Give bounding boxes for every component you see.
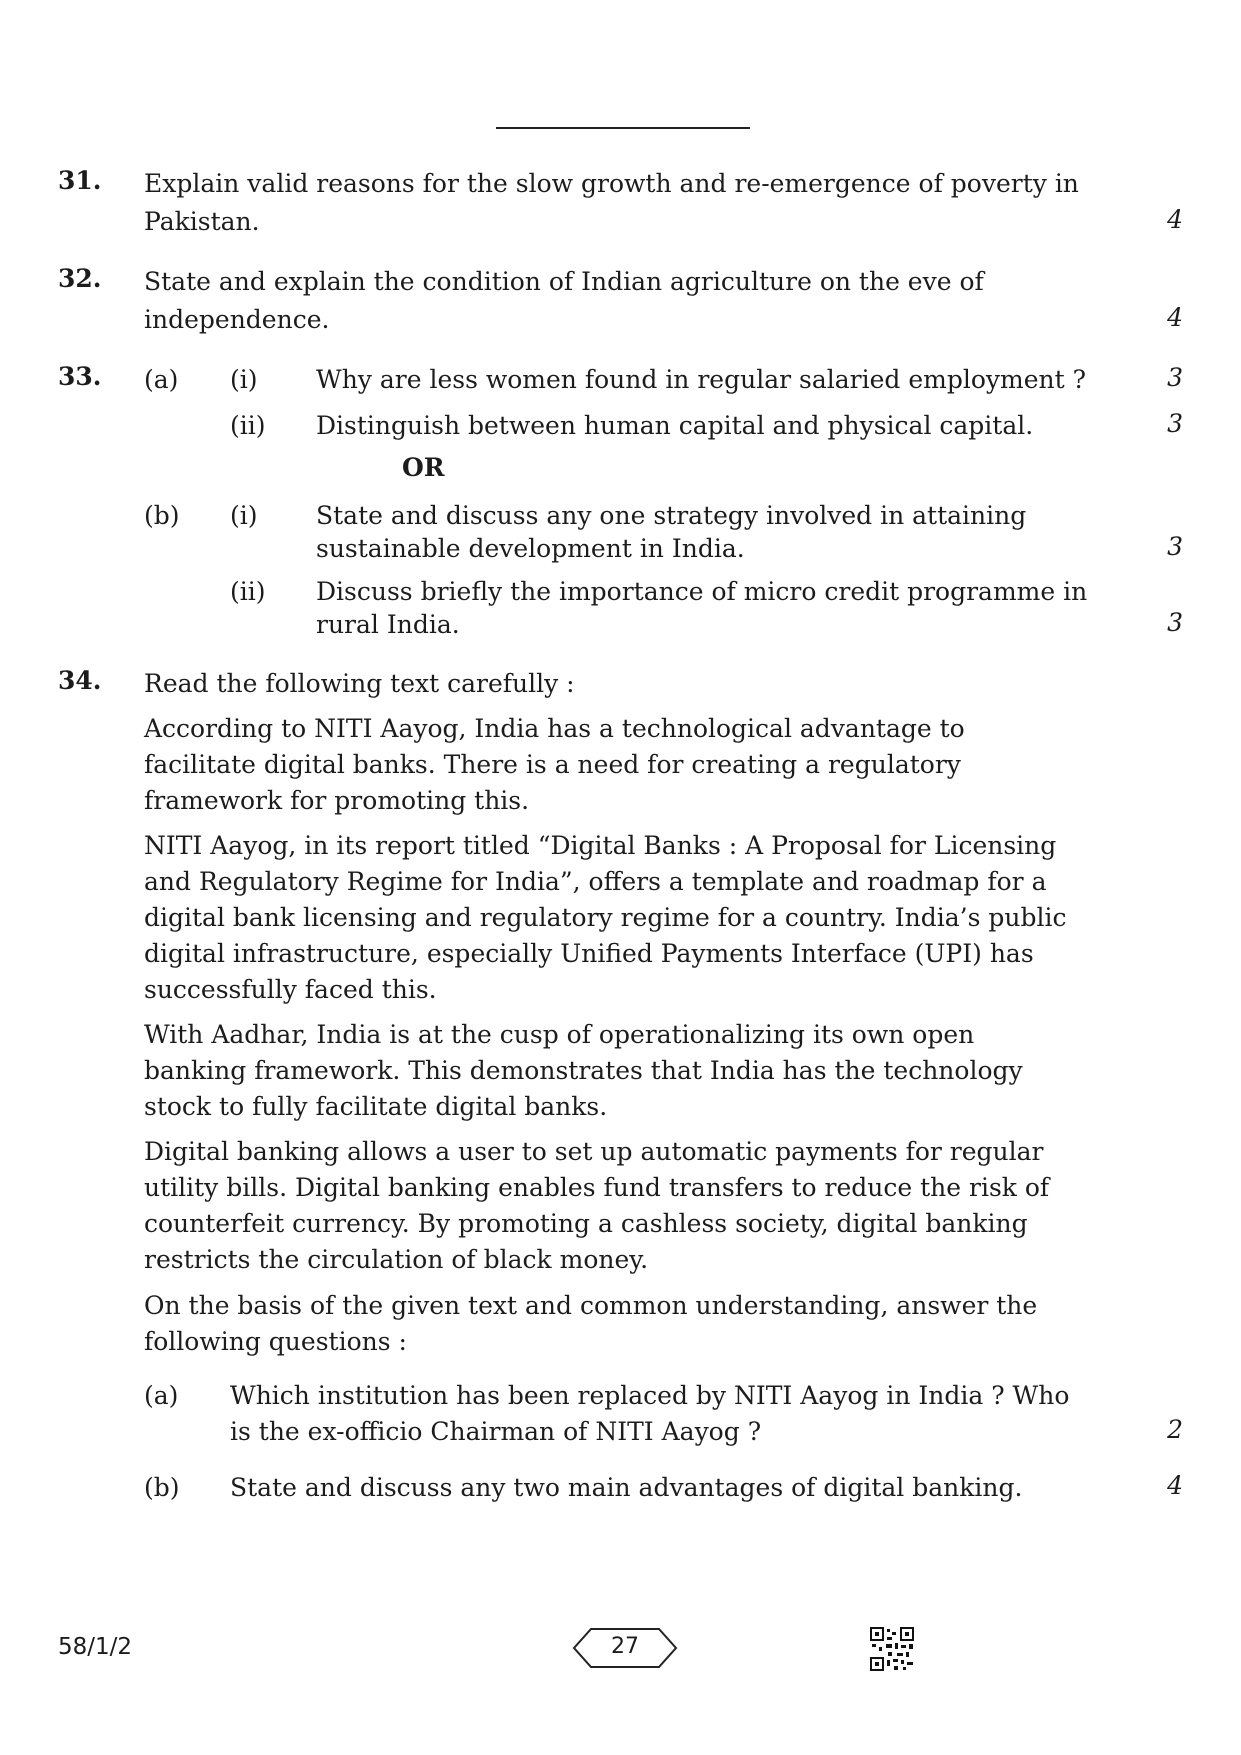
question-34-a-line-1: Which institution has been replaced by NITI Aayog in India ? Who (230, 1381, 1070, 1410)
question-33-a-i-text: Why are less women found in regular salaried employment ? (316, 365, 1087, 394)
question-33-b-i-marks: 3 (1167, 532, 1183, 561)
qr-code-icon (870, 1627, 914, 1671)
question-33-part-b-label: (b) (144, 501, 180, 530)
top-rule (496, 127, 750, 129)
passage-p2-line-4: digital infrastructure, especially Unified Payments Interface (UPI) has (144, 939, 1034, 968)
question-32-line-1: State and explain the condition of Indian agriculture on the eve of (144, 267, 984, 296)
question-33-a-i-label: (i) (230, 365, 258, 394)
passage-p4-line-2: utility bills. Digital banking enables fund transfers to reduce the risk of (144, 1173, 1050, 1202)
question-34-a-line-2: is the ex-officio Chairman of NITI Aayog ? (230, 1417, 762, 1446)
question-34-intro: Read the following text carefully : (144, 669, 575, 698)
question-33-b-ii-label: (ii) (230, 577, 266, 606)
question-33-or: OR (402, 453, 445, 482)
question-33-b-ii-line-2: rural India. (316, 610, 460, 639)
question-31-line-2: Pakistan. (144, 207, 260, 236)
question-33-b-i-label: (i) (230, 501, 258, 530)
passage-p3-line-1: With Aadhar, India is at the cusp of operationalizing its own open (144, 1020, 975, 1049)
question-34-number: 34. (58, 666, 102, 695)
page-number-badge (571, 1626, 679, 1670)
question-32-line-2: independence. (144, 305, 330, 334)
question-33-number: 33. (58, 362, 102, 391)
passage-p2-line-2: and Regulatory Regime for India”, offers a template and roadmap for a (144, 867, 1047, 896)
question-31-line-1: Explain valid reasons for the slow growth and re-emergence of poverty in (144, 169, 1079, 198)
question-33-b-ii-line-1: Discuss briefly the importance of micro credit programme in (316, 577, 1088, 606)
question-33-a-ii-label: (ii) (230, 411, 266, 440)
page-number: 27 (611, 1634, 639, 1659)
passage-p1-line-3: framework for promoting this. (144, 786, 530, 815)
question-33-a-i-marks: 3 (1167, 363, 1183, 392)
question-34-a-marks: 2 (1167, 1415, 1183, 1444)
question-34-b-text: State and discuss any two main advantages of digital banking. (230, 1473, 1023, 1502)
passage-p2-line-3: digital bank licensing and regulatory regime for a country. India’s public (144, 903, 1067, 932)
question-34-a-label: (a) (144, 1381, 179, 1410)
passage-p3-line-2: banking framework. This demonstrates that India has the technology (144, 1056, 1023, 1085)
question-33-a-ii-text: Distinguish between human capital and physical capital. (316, 411, 1034, 440)
passage-p2-line-5: successfully faced this. (144, 975, 437, 1004)
question-32-number: 32. (58, 264, 102, 293)
passage-p5-line-2: following questions : (144, 1327, 407, 1356)
passage-p4-line-4: restricts the circulation of black money. (144, 1245, 649, 1274)
passage-p1-line-1: According to NITI Aayog, India has a technological advantage to (144, 714, 965, 743)
question-33-b-i-line-1: State and discuss any one strategy involved in attaining (316, 501, 1027, 530)
passage-p1-line-2: facilitate digital banks. There is a need for creating a regulatory (144, 750, 961, 779)
question-34-b-label: (b) (144, 1473, 180, 1502)
passage-p4-line-3: counterfeit currency. By promoting a cashless society, digital banking (144, 1209, 1028, 1238)
question-34-b-marks: 4 (1167, 1471, 1183, 1500)
passage-p3-line-3: stock to fully facilitate digital banks. (144, 1092, 608, 1121)
paper-code: 58/1/2 (58, 1634, 133, 1660)
passage-p5-line-1: On the basis of the given text and common understanding, answer the (144, 1291, 1038, 1320)
passage-p4-line-1: Digital banking allows a user to set up automatic payments for regular (144, 1137, 1044, 1166)
question-33-part-a-label: (a) (144, 365, 179, 394)
question-33-b-ii-marks: 3 (1167, 608, 1183, 637)
question-31-marks: 4 (1167, 205, 1183, 234)
question-32-marks: 4 (1167, 303, 1183, 332)
question-31-number: 31. (58, 166, 102, 195)
question-33-b-i-line-2: sustainable development in India. (316, 534, 745, 563)
passage-p2-line-1: NITI Aayog, in its report titled “Digital Banks : A Proposal for Licensing (144, 831, 1057, 860)
question-33-a-ii-marks: 3 (1167, 409, 1183, 438)
